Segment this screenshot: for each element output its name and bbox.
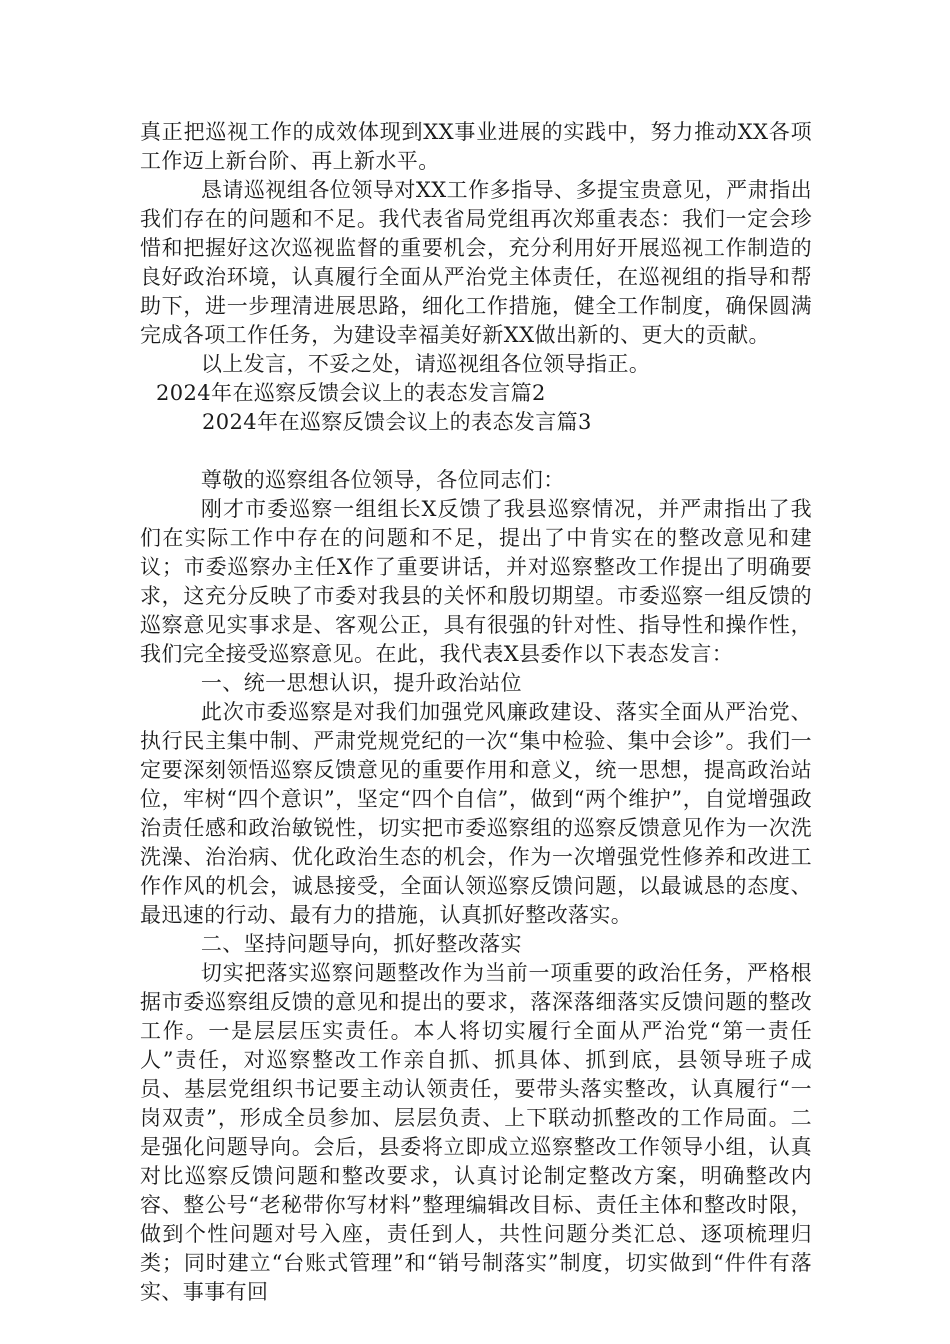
paragraph-closing: 以上发言，不妥之处，请巡视组各位领导指正。: [200, 352, 651, 376]
document-body: [140, 118, 812, 1307]
section-title-2: 2024年在巡察反馈会议上的表态发言篇2: [156, 381, 546, 405]
paragraph-section-2: 切实把落实巡察问题整改作为当前一项重要的政治任务，严格根据市委巡察组反馈的意见和提出的要求，落深落细落实反馈问题的整改工作。一是层层压实责任。本人将切实履行全面从严治党“第一责任人”责任，对巡察整改工作亲自抓、抓具体、抓到底，县领导班子成员、基层党组织书记要主动认领责任，要带头落实整改，认真履行“一岗双责”，形成全员参加、层层负责、上下联动抓整改的工作局面。二是强化问题导向。会后，县委将立即成立巡察整改工作领导小组，认真对比巡察反馈问题和整改要求，认真讨论制定整改方案，明确整改内容、整公号“老秘带你写材料”整理编辑改目标、责任主体和整改时限，做到个性问题对号入座，责任到人，共性问题分类汇总、逐项梳理归类；同时建立“台账式管理”和“销号制落实”制度，切实做到“件件有落实、事事有回: [140, 961, 812, 1304]
paragraph-section-1: 此次市委巡察是对我们加强党风廉政建设、落实全面从严治党、执行民主集中制、严肃党规党纪的一次“集中检验、集中会诊”。我们一定要深刻领悟巡察反馈意见的重要作用和意义，统一思想，提高政治站位，牢树“四个意识”，坚定“四个自信”，做到“两个维护”，自觉增强政治责任感和政治敏锐性，切实把市委巡察组的巡察反馈意见作为一次洗洗澡、治治病、优化政治生态的机会，作为一次增强党性修养和改进工作作风的机会，诚恳接受，全面认领巡察反馈问题，以最诚恳的态度、最迅速的行动、最有力的措施，认真抓好整改落实。: [140, 700, 812, 927]
section-title-3: 2024年在巡察反馈会议上的表态发言篇3: [202, 410, 592, 434]
paragraph-continuation: 真正把巡视工作的成效体现到XX事业进展的实践中，努力推动XX各项工作迈上新台阶、再上新水平。: [140, 120, 812, 173]
blank-line: [140, 437, 812, 466]
heading-2: 二、坚持问题导向，抓好整改落实: [200, 932, 522, 956]
heading-1: 一、统一思想认识，提升政治站位: [200, 671, 522, 695]
paragraph-request: 恳请巡视组各位领导对XX工作多指导、多提宝贵意见，严肃指出我们存在的问题和不足。我代表省局党组再次郑重表态：我们一定会珍惜和把握好这次巡视监督的重要机会，充分利用好开展巡视工作制造的良好政治环境，认真履行全面从严治党主体责任，在巡视组的指导和帮助下，进一步理清进展思路，细化工作措施，健全工作制度，确保圆满完成各项工作任务，为建设幸福美好新XX做出新的、更大的贡献。: [140, 178, 812, 347]
greeting-line: 尊敬的巡察组各位领导，各位同志们：: [200, 468, 565, 492]
paragraph-intro: 刚才市委巡察一组组长X反馈了我县巡察情况，并严肃指出了我们在实际工作中存在的问题和不足，提出了中肯实在的整改意见和建议；市委巡察办主任X作了重要讲话，并对巡察整改工作提出了明确要求，这充分反映了市委对我县的关怀和殷切期望。市委巡察一组反馈的巡察意见实事求是、客观公正，具有很强的针对性、指导性和操作性，我们完全接受巡察意见。在此，我代表X县委作以下表态发言：: [140, 497, 812, 666]
